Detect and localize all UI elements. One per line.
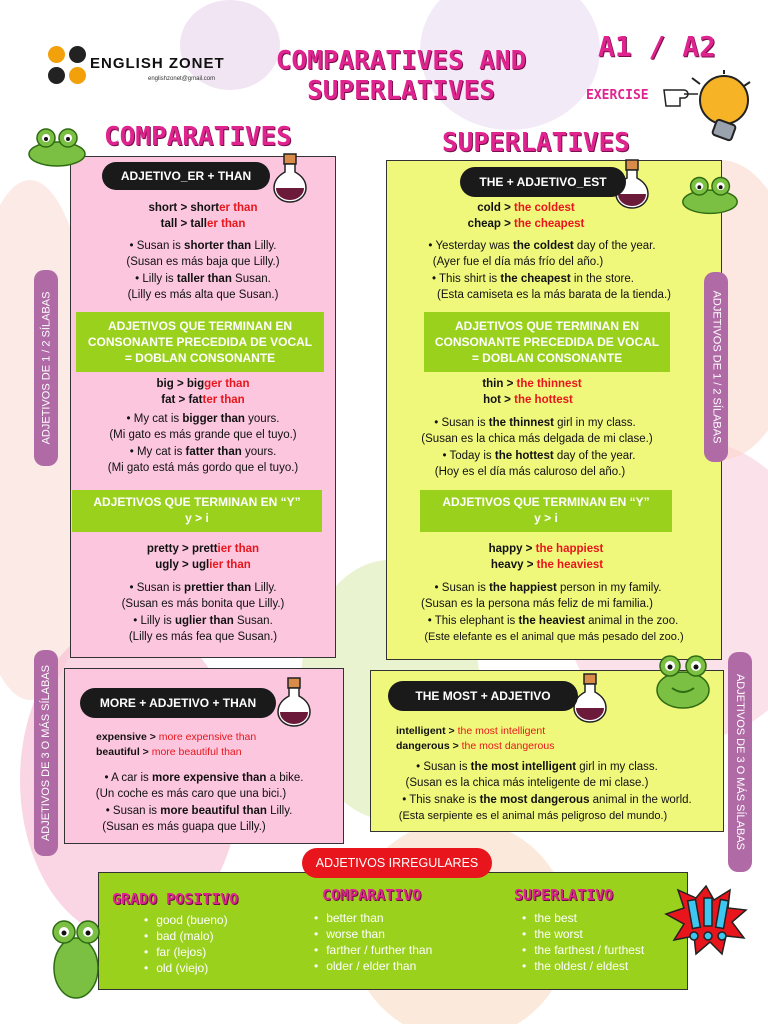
- sup-example-4: hot > the hottest: [483, 394, 573, 406]
- comp-translation: (Un coche es más caro que una bici.): [95, 788, 287, 800]
- comp-example-4: fat > fatter than: [161, 394, 245, 406]
- positive-column-list: [144, 912, 228, 976]
- sup-translation: (Este elefante es el animal que más pesado del zoo.): [424, 631, 684, 643]
- sup-translation: (Susan es la chica más inteligente de mi clase.): [405, 777, 649, 789]
- list-item: • farther / further than: [314, 942, 432, 958]
- sup-rule-box-double: ADJETIVOS QUE TERMINAN EN CONSONANTE PRECEDIDA DE VOCAL = DOBLAN CONSONANTE: [424, 312, 670, 372]
- sup-sentence: • Susan is the thinnest girl in my class.: [434, 417, 636, 429]
- side-label-long-adjectives: ADJETIVOS DE 3 O MÁS SÍLABAS: [728, 652, 752, 872]
- frog-icon: [46, 908, 106, 1004]
- list-item: • far (lejos): [144, 944, 228, 960]
- superlatives-rule-pill: THE + ADJETIVO_EST: [460, 167, 626, 197]
- potion-bottle-icon: [272, 152, 308, 204]
- comp-translation: (Susan es más baja que Lilly.): [126, 256, 280, 268]
- list-item: • bad (malo): [144, 928, 228, 944]
- sup-translation: (Hoy es el día más caluroso del año.): [434, 466, 626, 478]
- side-label-short-adjectives: ADJETIVOS DE 1 / 2 SÍLABAS: [704, 272, 728, 462]
- list-item: • the farthest / furthest: [522, 942, 644, 958]
- comp-example-1: short > shorter than: [148, 202, 258, 214]
- frog-icon: [648, 652, 718, 712]
- brand-name: ENGLISH ZONET: [90, 55, 225, 72]
- comp-translation: (Susan es más bonita que Lilly.): [121, 598, 285, 610]
- list-item: • the worst: [522, 926, 644, 942]
- comp-example-7: expensive > more expensive than: [96, 731, 257, 743]
- exercise-label: EXERCISE: [586, 88, 649, 103]
- sup-sentence: • This snake is the most dangerous animal in the world.: [402, 794, 692, 806]
- superlatives-title: SUPERLATIVES: [442, 128, 630, 158]
- sup-translation: (Esta serpiente es el animal más peligroso del mundo.): [398, 810, 668, 822]
- comp-sentence: • Lilly is uglier than Susan.: [133, 615, 273, 627]
- page-title: COMPARATIVES AND SUPERLATIVES: [275, 46, 527, 106]
- list-item: • worse than: [314, 926, 432, 942]
- sup-sentence: • This shirt is the cheapest in the store.: [432, 273, 634, 285]
- comp-sentence: • Lilly is taller than Susan.: [135, 273, 271, 285]
- comp-translation: (Mi gato es más grande que el tuyo.): [109, 429, 297, 441]
- comp-translation: (Susan es más guapa que Lilly.): [102, 821, 266, 833]
- sup-example-7: intelligent > the most intelligent: [396, 725, 546, 737]
- sup-sentence: • Susan is the happiest person in my family.: [434, 582, 662, 594]
- brand-email: englishzonet@gmail.com: [148, 76, 216, 82]
- comparative-column-list: [314, 910, 432, 974]
- exclamation-burst-icon: [664, 884, 748, 956]
- comp-translation: (Lilly es más alta que Susan.): [127, 289, 279, 301]
- comp-sentence: • Susan is more beautiful than Lilly.: [105, 805, 293, 817]
- sup-translation: (Esta camiseta es la más barata de la tienda.): [437, 289, 671, 301]
- sup-sentence: • This elephant is the heaviest animal in the zoo.: [427, 615, 679, 627]
- sup-translation: (Ayer fue el día más frío del año.): [432, 256, 604, 268]
- comp-sentence: • My cat is fatter than yours.: [129, 446, 277, 458]
- sup-sentence: • Yesterday was the coldest day of the year.: [428, 240, 656, 252]
- sup-example-3: thin > the thinnest: [482, 378, 582, 390]
- sup-sentence: • Today is the hottest day of the year.: [442, 450, 636, 462]
- superlative-column-title: SUPERLATIVO: [514, 886, 614, 904]
- sup-translation: (Susan es la chica más delgada de mi clase.): [421, 433, 653, 445]
- side-label-long-adjectives: ADJETIVOS DE 3 O MÁS SÍLABAS: [34, 650, 58, 856]
- sup-sentence: • Susan is the most intelligent girl in my class.: [416, 761, 658, 773]
- comp-rule-box-double: ADJETIVOS QUE TERMINAN EN CONSONANTE PRECEDIDA DE VOCAL = DOBLAN CONSONANTE: [76, 312, 324, 372]
- comp-example-3: big > bigger than: [156, 378, 250, 390]
- comp-sentence: • A car is more expensive than a bike.: [104, 772, 304, 784]
- frog-icon: [22, 124, 92, 168]
- comp-translation: (Lilly es más fea que Susan.): [128, 631, 278, 643]
- comp-example-2: tall > taller than: [160, 218, 246, 230]
- comp-example-6: ugly > uglier than: [155, 559, 251, 571]
- sup-rule-box-y: ADJETIVOS QUE TERMINAN EN “Y” y > i: [420, 490, 672, 532]
- comparatives-more-pill: MORE + ADJETIVO + THAN: [80, 688, 276, 718]
- comp-rule-box-y: ADJETIVOS QUE TERMINAN EN “Y” y > i: [72, 490, 322, 532]
- comp-example-8: beautiful > more beautiful than: [96, 746, 242, 758]
- side-label-short-adjectives: ADJETIVOS DE 1 / 2 SÍLABAS: [34, 270, 58, 466]
- list-item: • the best: [522, 910, 644, 926]
- frog-icon: [676, 172, 744, 216]
- comparatives-rule-pill: ADJETIVO_ER + THAN: [102, 162, 270, 190]
- sup-translation: (Susan es la persona más feliz de mi familia.): [420, 598, 653, 610]
- sup-example-5: happy > the happiest: [488, 543, 604, 555]
- comp-sentence: • My cat is bigger than yours.: [126, 413, 280, 425]
- list-item: • the oldest / eldest: [522, 958, 644, 974]
- comp-translation: (Mi gato está más gordo que el tuyo.): [107, 462, 299, 474]
- light-bulb-icon: [684, 68, 756, 152]
- sup-example-2: cheap > the cheapest: [467, 218, 585, 230]
- comparative-column-title: COMPARATIVO: [322, 886, 422, 904]
- positive-column-title: GRADO POSITIVO: [112, 890, 239, 908]
- sup-example-1: cold > the coldest: [477, 202, 575, 214]
- list-item: • older / elder than: [314, 958, 432, 974]
- superlative-column-list: [522, 910, 644, 974]
- irregular-adjectives-title: ADJETIVOS IRREGULARES: [302, 848, 492, 878]
- list-item: • good (bueno): [144, 912, 228, 928]
- comp-sentence: • Susan is prettier than Lilly.: [129, 582, 277, 594]
- level-badge: A1 / A2: [598, 30, 717, 63]
- potion-bottle-icon: [276, 676, 312, 728]
- comp-sentence: • Susan is shorter than Lilly.: [129, 240, 277, 252]
- comp-example-5: pretty > prettier than: [146, 543, 260, 555]
- list-item: • old (viejo): [144, 960, 228, 976]
- logo-dots-icon: [48, 46, 88, 86]
- sup-example-8: dangerous > the most dangerous: [396, 740, 555, 752]
- list-item: • better than: [314, 910, 432, 926]
- comparatives-title: COMPARATIVES: [104, 122, 292, 152]
- sup-example-6: heavy > the heaviest: [490, 559, 604, 571]
- superlatives-most-pill: THE MOST + ADJETIVO: [388, 681, 578, 711]
